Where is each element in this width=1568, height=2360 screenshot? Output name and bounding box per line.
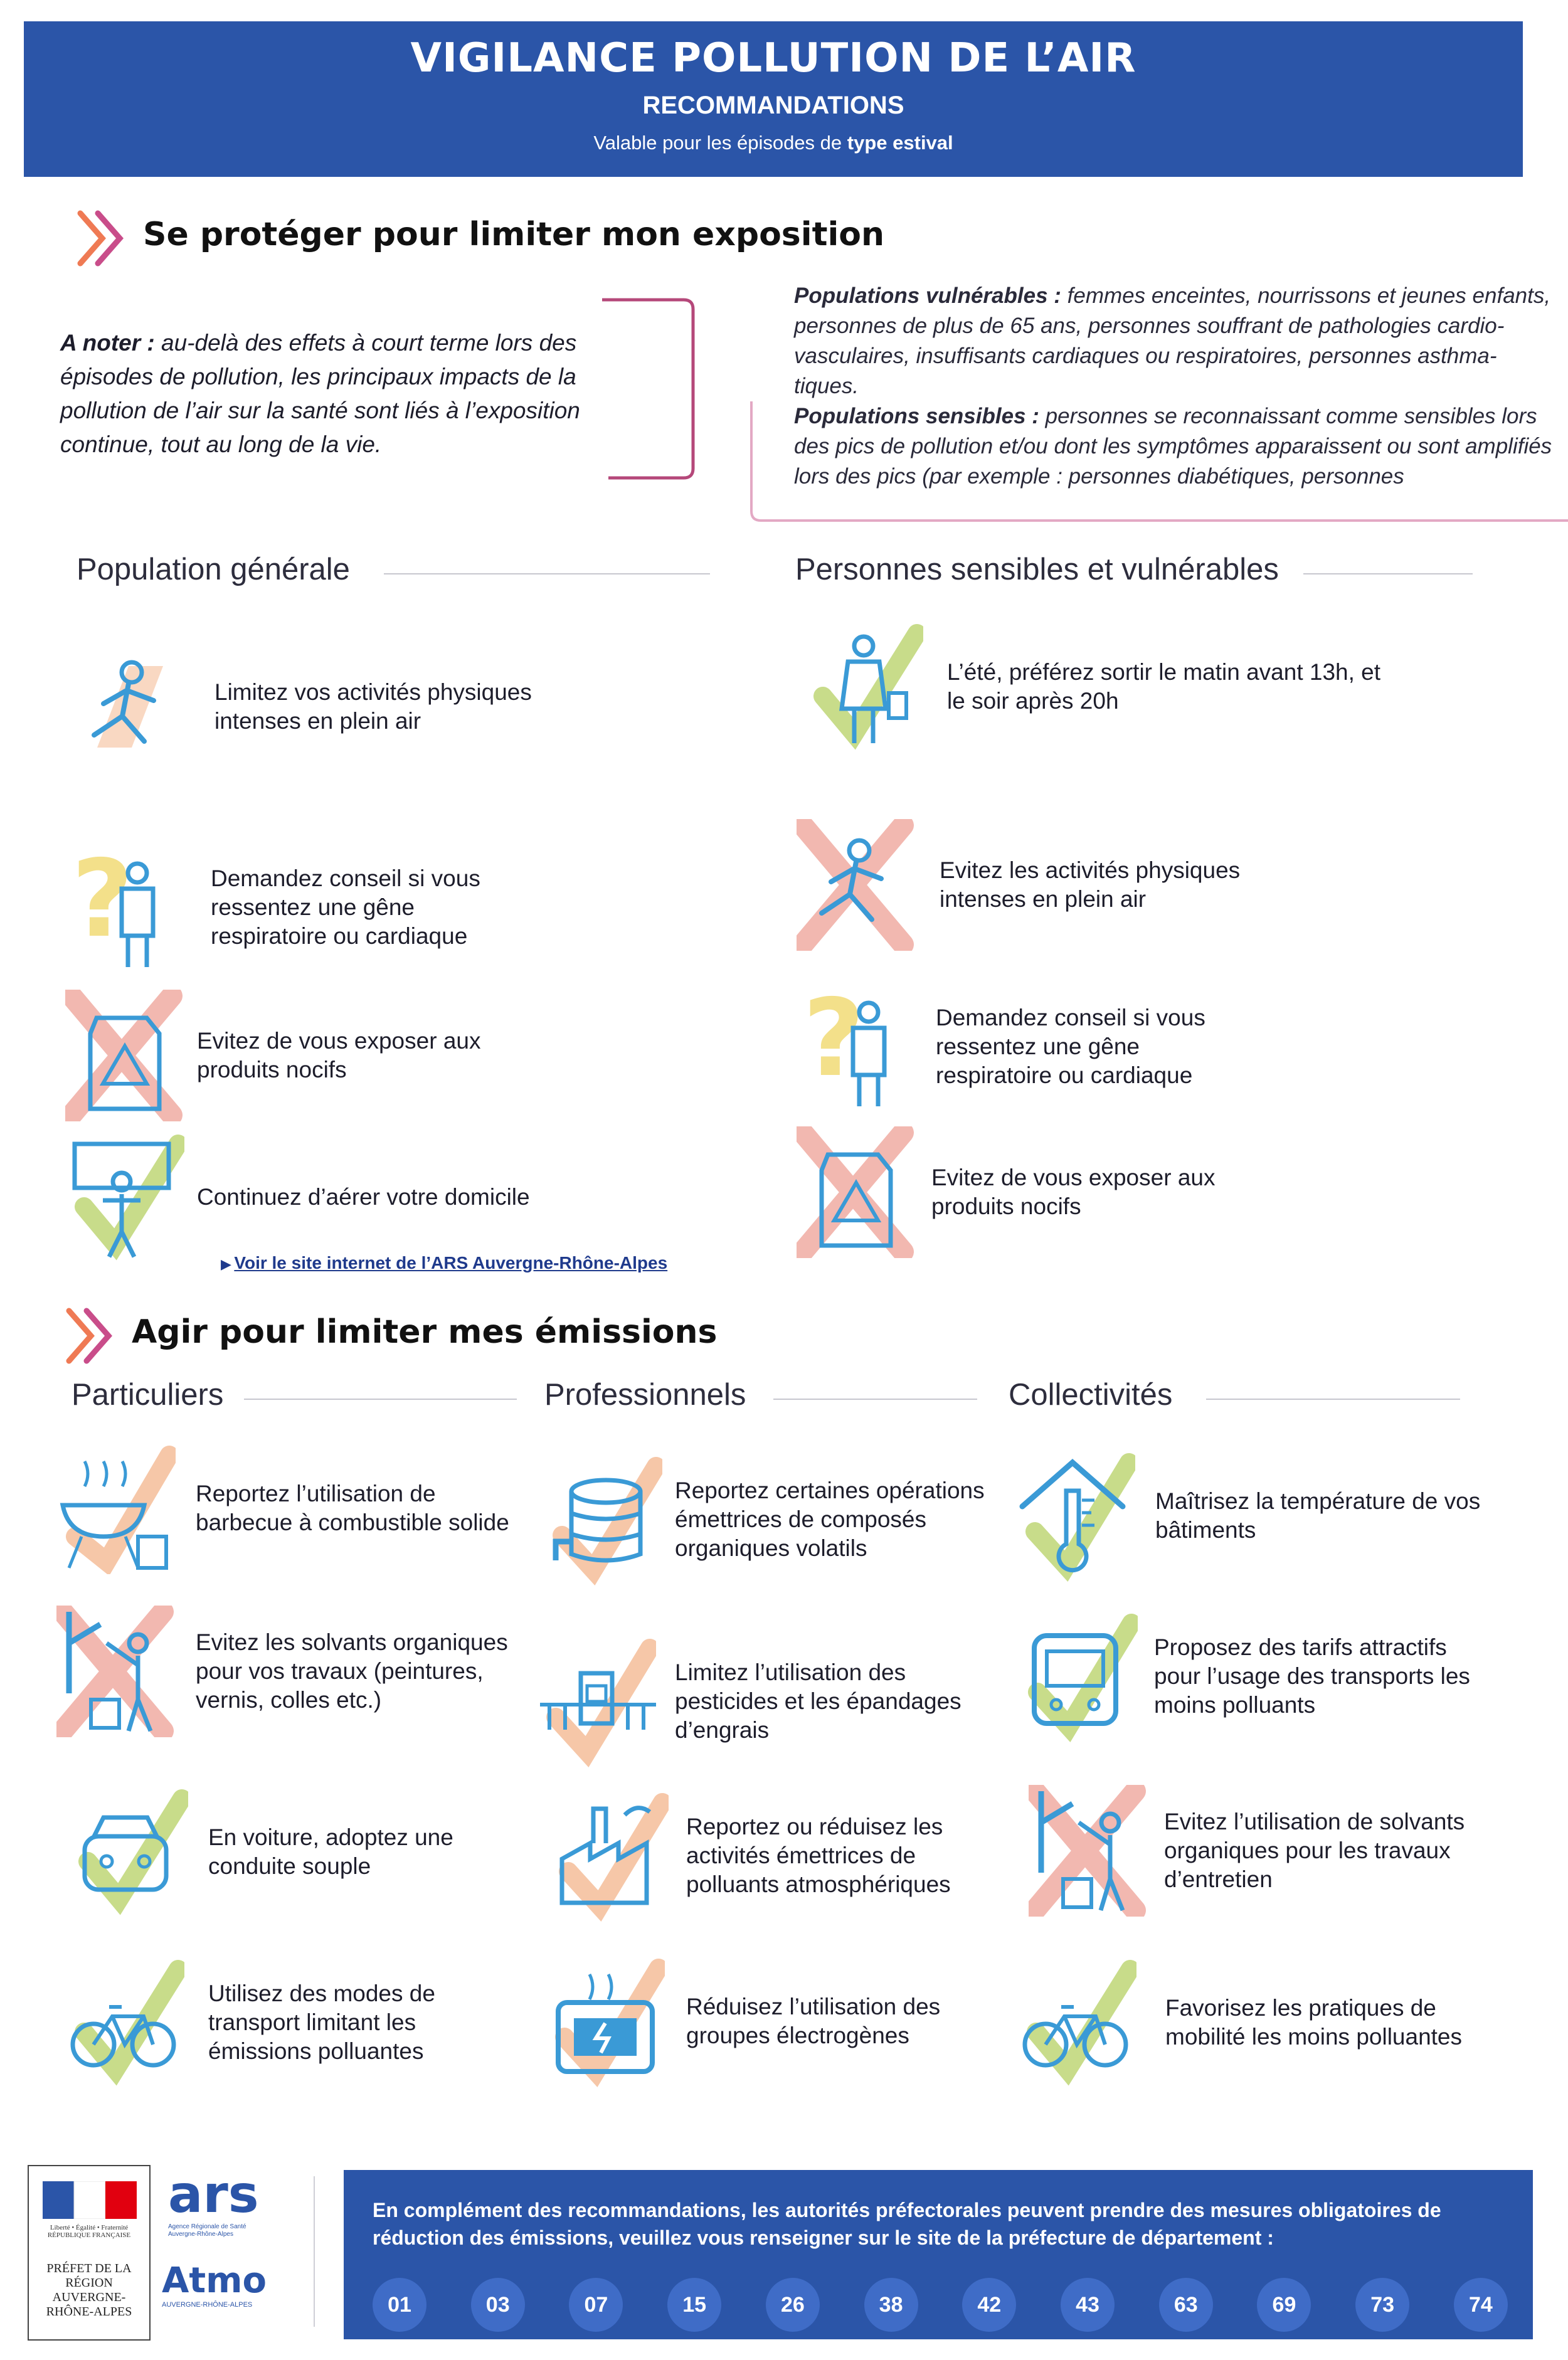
department-list xyxy=(373,2278,1508,2332)
department-badge[interactable]: 07 xyxy=(569,2278,623,2332)
item-text: Evitez les activités physiques intenses en plein air xyxy=(940,857,1241,912)
list-item xyxy=(65,1957,529,2088)
department-badge[interactable]: 69 xyxy=(1257,2278,1311,2332)
item-text: L’été, préférez sortir le matin avant 13h, et le soir après 20h xyxy=(947,659,1381,714)
question-person-icon xyxy=(65,842,184,973)
toxic-product-icon xyxy=(65,990,184,1121)
link-arrow-icon: ▶ xyxy=(221,1256,231,1272)
prefet-text: PRÉFET DE LA RÉGION AUVERGNE-RHÔNE-ALPES xyxy=(46,2262,132,2319)
list-item xyxy=(797,819,1424,951)
footer-notice xyxy=(344,2170,1533,2339)
department-badge[interactable]: 74 xyxy=(1454,2278,1508,2332)
tractor-spray-icon xyxy=(537,1636,656,1767)
note-bracket-decoration xyxy=(602,298,696,480)
particuliers-heading xyxy=(72,1377,517,1415)
page-title: VIGILANCE POLLUTION DE L’AIR xyxy=(410,35,1136,82)
chevron-right-icon xyxy=(63,1304,119,1367)
section-protect-heading xyxy=(74,207,952,276)
item-text: Continuez d’aérer votre domicile xyxy=(197,1184,530,1210)
atmo-logo-text: Atmo xyxy=(162,2260,267,2301)
department-badge[interactable]: 43 xyxy=(1061,2278,1115,2332)
sensitive-population-title: Personnes sensibles et vulnérables xyxy=(795,553,1279,586)
list-item xyxy=(56,1606,521,1737)
validity-note xyxy=(24,132,1523,154)
section-emissions-title: Agir pour limiter mes émissions xyxy=(132,1313,718,1351)
tank-icon xyxy=(543,1454,662,1585)
item-text: Proposez des tarifs attractifs pour l’usage des transports les moins polluants xyxy=(1154,1634,1470,1718)
general-population-title: Population générale xyxy=(77,553,350,586)
chevron-right-icon xyxy=(74,207,130,270)
bicycle-icon xyxy=(65,1957,184,2088)
list-item xyxy=(549,1790,1026,1922)
bus-icon xyxy=(1019,1611,1138,1742)
professionnels-heading xyxy=(544,1377,977,1415)
list-item xyxy=(537,1636,1014,1767)
ars-website-link[interactable] xyxy=(221,1253,667,1273)
department-badge[interactable]: 63 xyxy=(1159,2278,1213,2332)
list-item xyxy=(1019,1611,1533,1742)
ars-logo-text: ars xyxy=(168,2165,259,2225)
prefet-logo xyxy=(28,2165,151,2341)
department-badge[interactable]: 01 xyxy=(373,2278,426,2332)
page-header xyxy=(24,21,1523,177)
list-item xyxy=(69,641,696,773)
list-item xyxy=(65,1131,692,1263)
department-badge[interactable]: 03 xyxy=(471,2278,525,2332)
atmo-logo xyxy=(162,2261,300,2330)
item-text: Limitez vos activités physiques intenses en plein air xyxy=(215,679,532,734)
collectivites-title: Collectivités xyxy=(1009,1378,1173,1412)
sensible-label: Populations sensibles : xyxy=(794,404,1039,428)
professionnels-title: Professionnels xyxy=(544,1378,746,1412)
department-badge[interactable]: 42 xyxy=(962,2278,1016,2332)
list-item xyxy=(56,1442,521,1574)
sensible-text: personnes se reconnaissant comme sensibles lors des pics de pollution et/ou dont les symptômes apparaissent ou sont amplifiés lors des pics (par exemple : personnes diabétiques, personnes xyxy=(794,404,1552,489)
heading-divider xyxy=(1206,1399,1460,1400)
item-text: Evitez les solvants organiques pour vos travaux (peintures, vernis, colles etc.) xyxy=(196,1629,508,1713)
particuliers-title: Particuliers xyxy=(72,1378,224,1412)
section-emissions-heading xyxy=(63,1304,941,1373)
open-window-icon xyxy=(65,1131,184,1263)
ars-logo xyxy=(168,2167,294,2255)
list-item xyxy=(1029,1785,1543,1917)
item-text: Evitez de vous exposer aux produits nocifs xyxy=(197,1028,481,1082)
item-text: Utilisez des modes de transport limitant les émissions polluantes xyxy=(208,1981,435,2064)
list-item xyxy=(797,981,1424,1113)
list-item xyxy=(1017,1957,1532,2088)
vulnerable-definition xyxy=(794,281,1559,401)
list-item xyxy=(797,1126,1424,1258)
list-item xyxy=(546,1955,1022,2087)
footer-text: En complément des recommandations, les autorités préfectorales peuvent prendre des mesures obligatoires de réduction des émissions, veuillez vous renseigner sur le site de la préfecture de département : xyxy=(373,2199,1441,2249)
list-item xyxy=(543,1454,1020,1585)
section-protect-title: Se protéger pour limiter mon exposition xyxy=(143,216,885,253)
department-badge[interactable]: 26 xyxy=(766,2278,820,2332)
item-text: Reportez ou réduisez les activités émettrices de polluants atmosphériques xyxy=(686,1814,951,1897)
item-text: Favorisez les pratiques de mobilité les moins polluantes xyxy=(1165,1995,1463,2050)
generator-icon xyxy=(546,1955,665,2087)
validity-type: type estival xyxy=(847,132,953,154)
heading-divider xyxy=(1303,573,1473,574)
item-text: Limitez l’utilisation des pesticides et les épandages d’engrais xyxy=(675,1659,961,1743)
painter-forbidden-icon xyxy=(1029,1785,1148,1917)
thermometer-house-icon xyxy=(1016,1450,1135,1582)
svg-text:?: ? xyxy=(72,842,134,961)
runner-forbidden-icon xyxy=(797,819,916,951)
department-badge[interactable]: 73 xyxy=(1355,2278,1409,2332)
list-item xyxy=(69,1786,533,1918)
item-text: Evitez l’utilisation de solvants organiques pour les travaux d’entretien xyxy=(1164,1809,1465,1892)
item-text: Réduisez l’utilisation des groupes électrogènes xyxy=(686,1994,941,2048)
heading-divider xyxy=(384,573,710,574)
item-text: Reportez l’utilisation de barbecue à combustible solide xyxy=(196,1481,509,1535)
validity-prefix: Valable pour les épisodes de xyxy=(593,132,842,154)
note-label: A noter : xyxy=(60,330,155,356)
item-text: En voiture, adoptez une conduite souple xyxy=(208,1824,453,1879)
heading-divider xyxy=(773,1399,977,1400)
general-population-heading xyxy=(77,552,710,590)
painter-forbidden-icon xyxy=(56,1606,176,1737)
bicycle-icon xyxy=(1017,1957,1136,2088)
prefet-republique: Liberté • Égalité • Fraternité RÉPUBLIQUE FRANÇAISE xyxy=(47,2224,131,2239)
department-badge[interactable]: 15 xyxy=(667,2278,721,2332)
walking-person-icon xyxy=(804,621,923,753)
factory-icon xyxy=(549,1790,669,1922)
runner-icon xyxy=(69,641,188,773)
toxic-product-icon xyxy=(797,1126,916,1258)
ars-logo-subtitle: Agence Régionale de Santé Auvergne-Rhône-Alpes xyxy=(168,2223,246,2238)
item-text: Evitez de vous exposer aux produits nocifs xyxy=(931,1165,1216,1219)
item-text: Reportez certaines opérations émettrices de composés organiques volatils xyxy=(675,1478,985,1561)
vulnerable-text: femmes enceintes, nourrissons et jeunes enfants, personnes de plus de 65 ans, personnes souffrant de pathologies cardio-vasculaires, insuffisants cardiaques ou respiratoires, personnes asthma-tiques. xyxy=(794,283,1551,398)
item-text: Demandez conseil si vous ressentez une gêne respiratoire ou cardiaque xyxy=(936,1005,1205,1088)
list-item xyxy=(65,842,692,973)
atmo-logo-subtitle: AUVERGNE-RHÔNE-ALPES xyxy=(162,2301,253,2309)
footer-divider xyxy=(314,2176,315,2327)
page-subtitle: RECOMMANDATIONS xyxy=(642,92,904,119)
sensitive-population-heading xyxy=(795,552,1473,590)
ars-website-link-text[interactable]: Voir le site internet de l’ARS Auvergne-Rhône-Alpes xyxy=(234,1253,668,1273)
list-item xyxy=(65,990,692,1121)
populations-bracket-decoration xyxy=(746,401,1568,527)
item-text: Maîtrisez la température de vos bâtiments xyxy=(1155,1488,1481,1543)
barbecue-icon xyxy=(56,1442,176,1574)
question-person-icon xyxy=(797,981,916,1113)
note-block xyxy=(60,326,650,462)
item-text: Demandez conseil si vous ressentez une gêne respiratoire ou cardiaque xyxy=(211,865,480,949)
svg-text:?: ? xyxy=(803,981,865,1101)
marianne-flag-icon xyxy=(43,2181,137,2219)
list-item xyxy=(1016,1450,1530,1582)
heading-divider xyxy=(244,1399,517,1400)
collectivites-heading xyxy=(1009,1377,1460,1415)
vulnerable-label: Populations vulnérables : xyxy=(794,283,1061,308)
note-text: au-delà des effets à court terme lors des épisodes de pollution, les principaux impacts de la pollution de l’air sur la santé sont liés à l’exposition continue, tout au long de la vie. xyxy=(60,330,580,457)
car-icon xyxy=(69,1786,188,1918)
department-badge[interactable]: 38 xyxy=(864,2278,918,2332)
list-item xyxy=(804,621,1431,753)
